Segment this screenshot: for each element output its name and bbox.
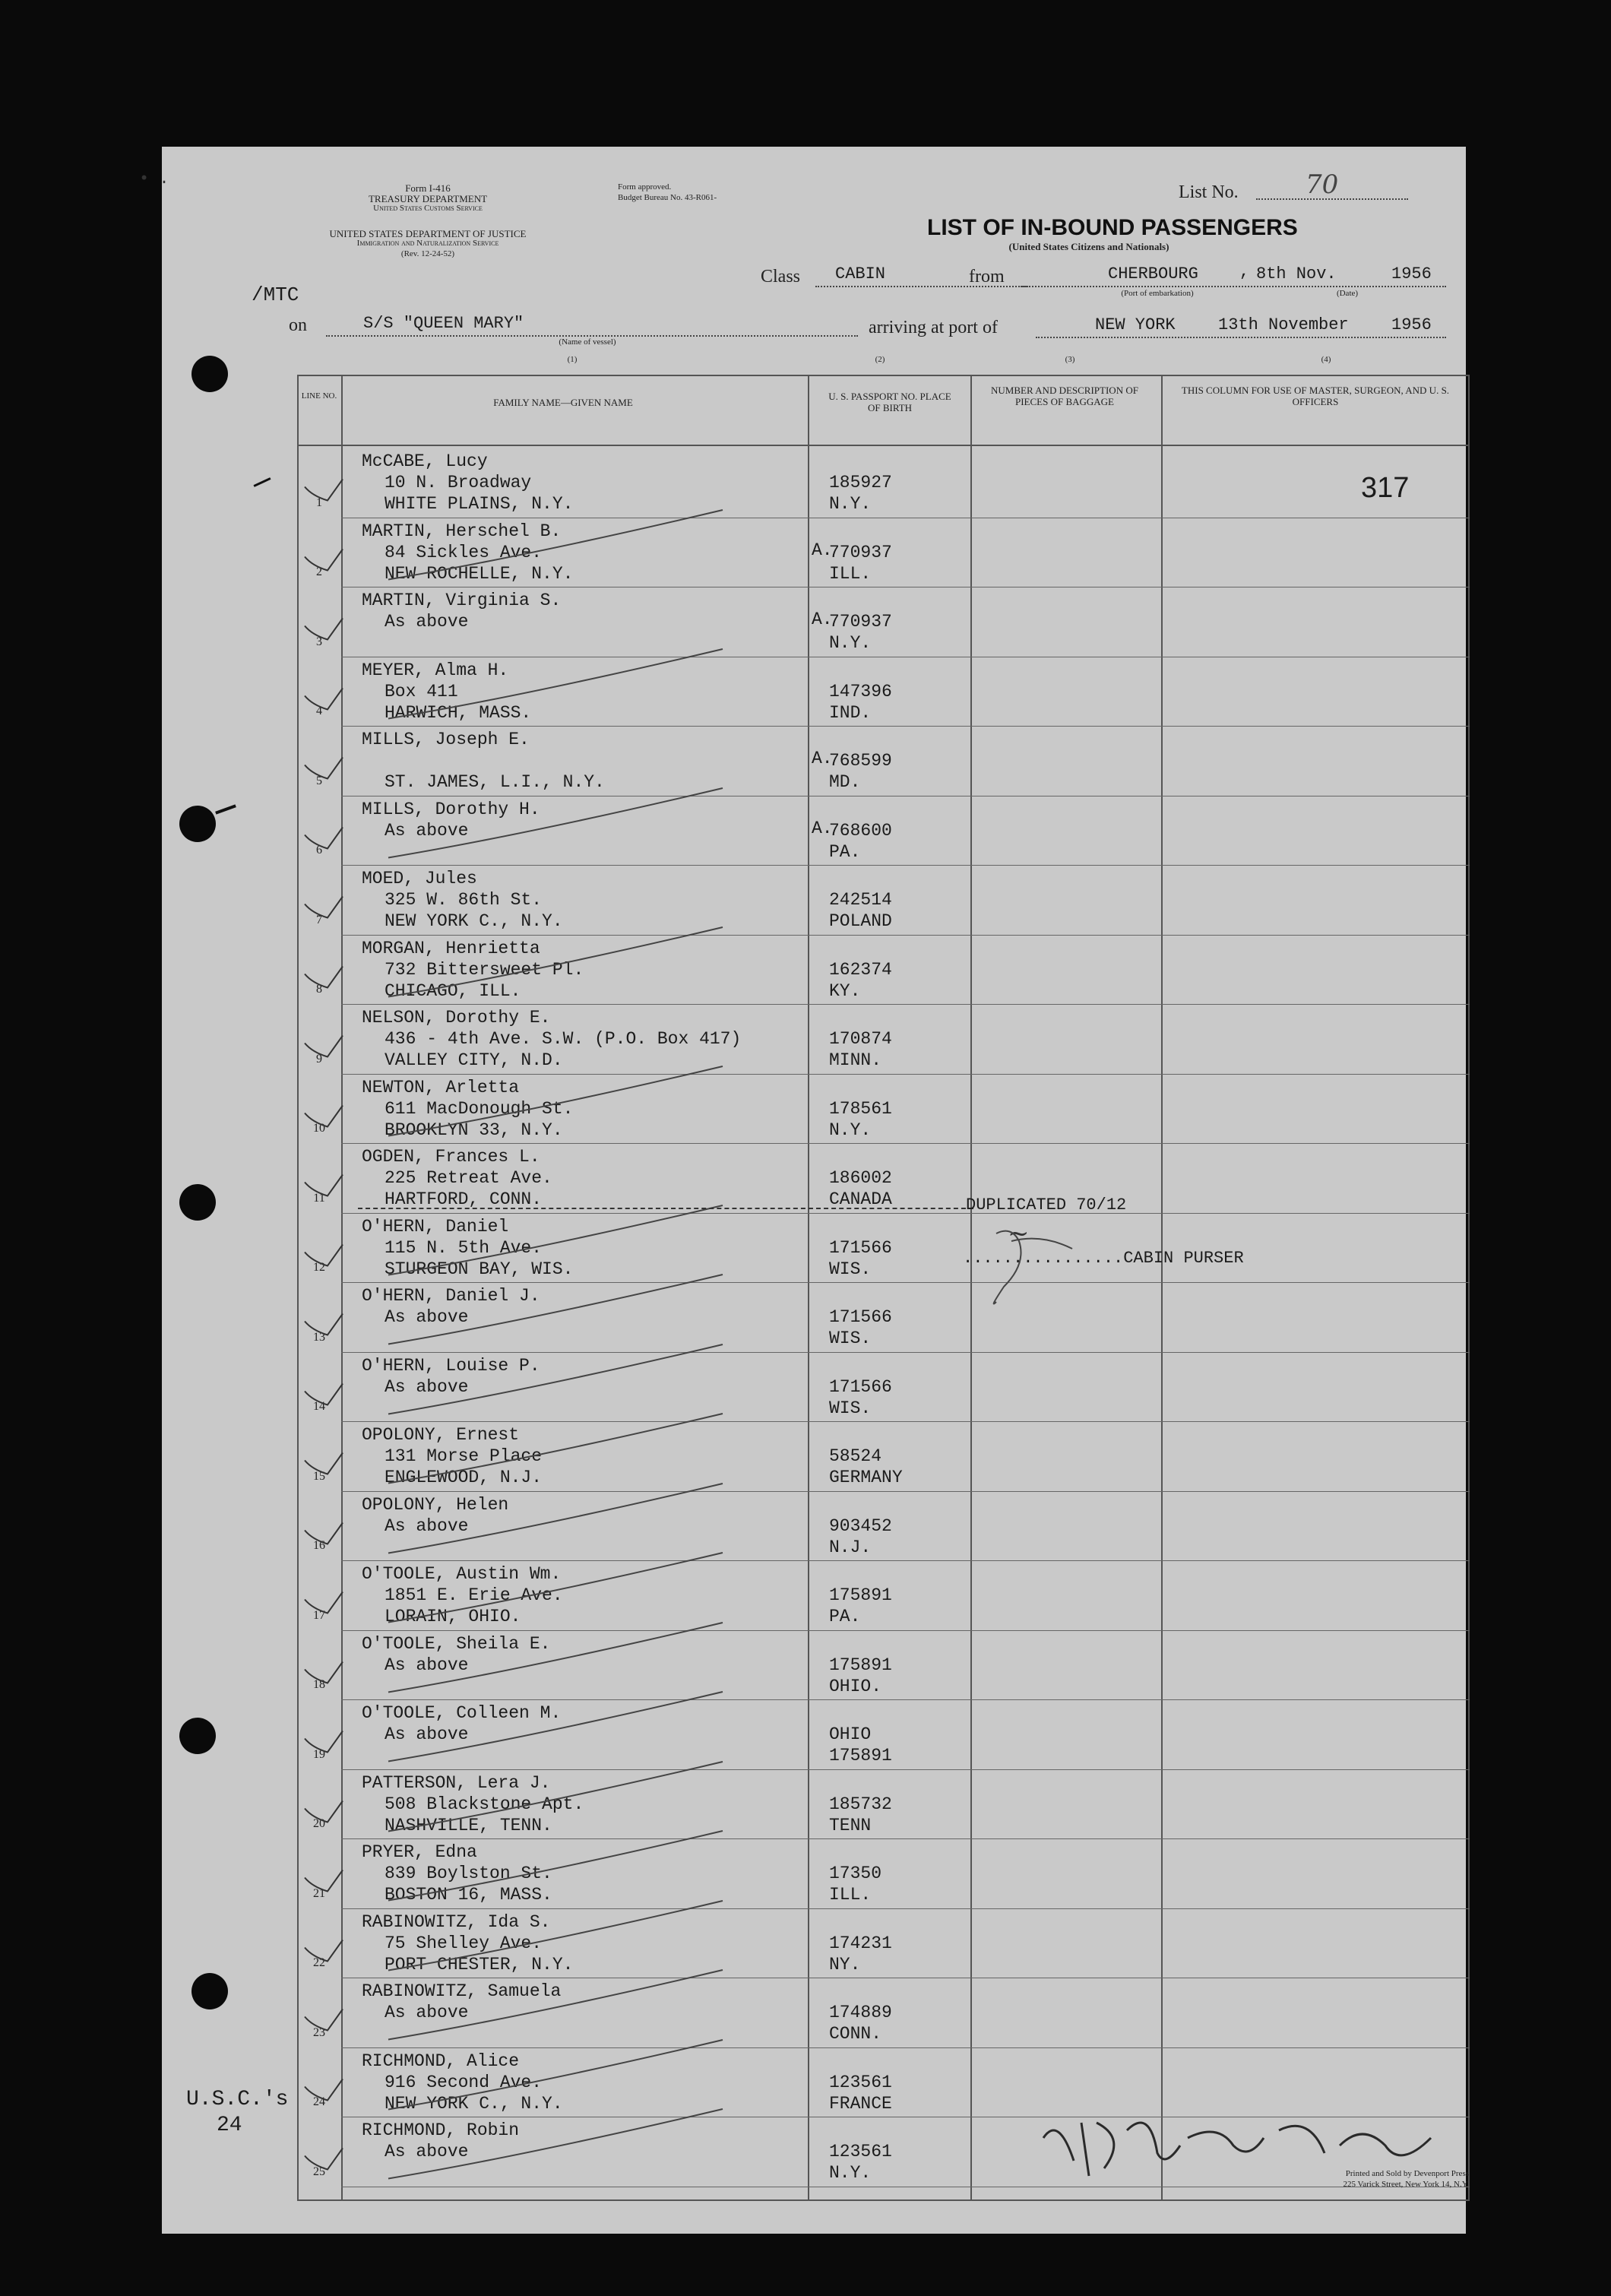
- line-number: 17: [313, 1608, 325, 1622]
- passenger-name: OPOLONY, Helen: [362, 1494, 509, 1515]
- duplicated-note: DUPLICATED 70/12: [966, 1196, 1127, 1215]
- passenger-name: PATTERSON, Lera J.: [362, 1772, 551, 1793]
- passenger-address-2: CHICAGO, ILL.: [385, 980, 521, 1001]
- passport-prefix: A.: [812, 749, 833, 768]
- mtc-mark: /MTC: [252, 283, 299, 306]
- vessel-line: [326, 335, 858, 337]
- date-caption: (Date): [1336, 289, 1359, 298]
- passenger-address-1: 10 N. Broadway: [385, 473, 532, 492]
- purser-signature-strokes: [966, 1211, 1118, 1317]
- passenger-address-2: BOSTON 16, MASS.: [385, 1885, 552, 1905]
- place-of-birth: N.Y.: [829, 2163, 872, 2183]
- passenger-address-1: 84 Sickles Ave.: [385, 542, 543, 562]
- passport-number: 185927: [829, 473, 892, 492]
- passenger-name: MORGAN, Henrietta: [362, 938, 540, 958]
- place-of-birth: WIS.: [829, 1259, 872, 1279]
- passport-number: 171566: [829, 1237, 892, 1258]
- passenger-address-2: ENGLEWOOD, N.J.: [385, 1468, 543, 1487]
- passenger-address-2: ST. JAMES, L.I., N.Y.: [385, 772, 605, 792]
- passport-number: 147396: [829, 681, 892, 701]
- place-of-birth: KY.: [829, 980, 861, 1001]
- passport-number: 17350: [829, 1864, 882, 1883]
- place-of-birth: MD.: [829, 772, 861, 792]
- line-number: 20: [313, 1817, 325, 1830]
- line-number: 8: [316, 983, 322, 996]
- passenger-name: OPOLONY, Ernest: [362, 1425, 520, 1445]
- line-number: 11: [313, 1191, 325, 1205]
- passenger-address-1: As above: [385, 820, 469, 841]
- passport-number: 174889: [829, 2003, 892, 2022]
- place-of-birth: ILL.: [829, 1885, 872, 1905]
- passenger-name: MARTIN, Virginia S.: [362, 591, 562, 610]
- line-number: 3: [316, 635, 322, 648]
- passenger-address-2: HARTFORD, CONN.: [385, 1189, 543, 1209]
- class-label: Class: [761, 267, 801, 287]
- passenger-address-1: 75 Shelley Ave.: [385, 1933, 543, 1953]
- passenger-address-1: 436 - 4th Ave. S.W. (P.O. Box 417): [385, 1029, 742, 1049]
- passenger-address-1: Box 411: [385, 681, 458, 701]
- passenger-address-1: As above: [385, 1724, 469, 1744]
- passport-number: 903452: [829, 1515, 892, 1536]
- arrival-line: [1036, 337, 1446, 338]
- passenger-address-2: NASHVILLE, TENN.: [385, 1815, 552, 1835]
- passport-number: 175891: [829, 1585, 892, 1605]
- immigration-service: Immigration and Naturalization Service: [356, 239, 499, 248]
- header-passport: U. S. PASSPORT NO. PLACE OF BIRTH: [828, 391, 951, 413]
- place-of-birth: CANADA: [829, 1189, 892, 1209]
- place-of-birth: 175891: [829, 1746, 892, 1766]
- header-baggage: NUMBER AND DESCRIPTION OF PIECES OF BAGGAGE: [991, 385, 1138, 407]
- header-officers: THIS COLUMN FOR USE OF MASTER, SURGEON, AND U. S. OFFICERS: [1181, 385, 1450, 407]
- place-of-birth: CONN.: [829, 2024, 882, 2044]
- passenger-address-1: As above: [385, 1376, 469, 1397]
- place-of-birth: ILL.: [829, 563, 872, 584]
- port-of-embarkation-caption: (Port of embarkation): [1121, 289, 1194, 298]
- place-of-birth: PA.: [829, 841, 861, 862]
- passenger-address-2: NEW ROCHELLE, N.Y.: [385, 563, 574, 584]
- passenger-address-1: 916 Second Ave.: [385, 2072, 543, 2092]
- line-number: 1: [316, 496, 322, 509]
- passport-number: 170874: [829, 1029, 892, 1049]
- line-number: 23: [313, 2025, 325, 2039]
- line-number: 15: [313, 1469, 325, 1483]
- passenger-address-1: 115 N. 5th Ave.: [385, 1237, 543, 1258]
- margin-tick-1: [253, 477, 271, 487]
- passenger-address-1: As above: [385, 2003, 469, 2022]
- passport-prefix: A.: [812, 818, 833, 838]
- passenger-address-2: VALLEY CITY, N.D.: [385, 1050, 563, 1070]
- passport-number: 162374: [829, 959, 892, 980]
- from-label: from: [969, 267, 1005, 287]
- passenger-table: [297, 375, 1470, 2201]
- passport-number: 770937: [829, 612, 892, 632]
- passenger-address-1: As above: [385, 1515, 469, 1536]
- passenger-name: O'TOOLE, Sheila E.: [362, 1633, 551, 1654]
- passenger-name: O'TOOLE, Austin Wm.: [362, 1564, 562, 1584]
- passenger-address-1: 611 MacDonough St.: [385, 1098, 574, 1119]
- arrival-date: 13th November: [1218, 315, 1349, 334]
- passenger-address-1: 131 Morse Place: [385, 1446, 543, 1466]
- line-number: 22: [313, 1956, 325, 1969]
- passport-number: 174231: [829, 1933, 892, 1953]
- passenger-address-2: NEW YORK C., N.Y.: [385, 2093, 563, 2114]
- arrival-year: 1956: [1391, 315, 1432, 334]
- line-number: 7: [316, 913, 322, 926]
- place-of-birth: WIS.: [829, 1398, 872, 1418]
- passport-number: 768599: [829, 751, 892, 771]
- place-of-birth: FRANCE: [829, 2093, 892, 2114]
- treasury-dept: TREASURY DEPARTMENT: [368, 193, 488, 204]
- line-number: 9: [316, 1052, 322, 1066]
- place-of-birth: PA.: [829, 1607, 861, 1626]
- page-subtitle: (United States Citizens and Nationals): [1008, 241, 1169, 252]
- header-name: FAMILY NAME—GIVEN NAME: [493, 397, 633, 408]
- punch-hole: [179, 806, 216, 842]
- passenger-name: O'HERN, Louise P.: [362, 1355, 540, 1376]
- passenger-name: RICHMOND, Alice: [362, 2051, 520, 2071]
- passenger-name: PRYER, Edna: [362, 1842, 477, 1862]
- line-number: 14: [313, 1400, 325, 1413]
- punch-hole: [179, 1718, 216, 1754]
- passenger-address-1: 508 Blackstone Apt.: [385, 1794, 584, 1814]
- passport-number: OHIO: [829, 1724, 872, 1744]
- passport-number: 123561: [829, 2072, 892, 2092]
- place-of-birth: N.Y.: [829, 494, 872, 514]
- col-num-1: (1): [567, 355, 578, 364]
- passport-number: 770937: [829, 542, 892, 562]
- place-of-birth: N.Y.: [829, 1119, 872, 1140]
- justice-dept: UNITED STATES DEPARTMENT OF JUSTICE: [329, 228, 527, 239]
- list-number-value: 70: [1306, 169, 1339, 200]
- passport-number: 242514: [829, 890, 892, 910]
- passenger-address-2: LORAIN, OHIO.: [385, 1607, 521, 1626]
- passenger-name: OGDEN, Frances L.: [362, 1147, 540, 1167]
- passenger-name: MILLS, Dorothy H.: [362, 799, 540, 819]
- line-number: 2: [316, 565, 322, 578]
- line-number: 6: [316, 844, 322, 857]
- passport-number: 178561: [829, 1098, 892, 1119]
- punch-hole: [191, 356, 228, 392]
- passenger-address-1: 325 W. 86th St.: [385, 890, 543, 910]
- from-comma: ,: [1239, 262, 1250, 281]
- from-date: 8th Nov.: [1256, 264, 1337, 283]
- from-year: 1956: [1391, 264, 1432, 283]
- passport-number: 186002: [829, 1168, 892, 1188]
- form-approved: Form approved.: [618, 182, 672, 192]
- list-number-label: List No.: [1179, 182, 1239, 202]
- passenger-name: MEYER, Alma H.: [362, 660, 509, 680]
- place-of-birth: WIS.: [829, 1329, 872, 1348]
- line-number: 18: [313, 1678, 325, 1691]
- line-number: 10: [313, 1122, 325, 1135]
- passenger-address-2: STURGEON BAY, WIS.: [385, 1259, 574, 1279]
- col-num-4: (4): [1321, 355, 1331, 364]
- passenger-name: RICHMOND, Robin: [362, 2120, 520, 2140]
- from-line: [1021, 286, 1446, 287]
- passenger-name: McCABE, Lucy: [362, 451, 488, 471]
- place-of-birth: TENN: [829, 1815, 872, 1835]
- passport-number: 171566: [829, 1376, 892, 1397]
- passenger-name: NELSON, Dorothy E.: [362, 1008, 551, 1028]
- vessel-caption: (Name of vessel): [559, 337, 616, 347]
- vessel-name: S/S "QUEEN MARY": [363, 314, 524, 333]
- margin-tick-3: • .: [139, 169, 169, 188]
- line-number: 4: [316, 705, 322, 717]
- arrival-port: NEW YORK: [1095, 315, 1176, 334]
- usc-notation: U.S.C.'s: [186, 2088, 289, 2111]
- passenger-name: RABINOWITZ, Ida S.: [362, 1911, 551, 1932]
- passport-number: 175891: [829, 1655, 892, 1675]
- place-of-birth: GERMANY: [829, 1468, 903, 1487]
- passenger-name: MOED, Jules: [362, 869, 477, 888]
- passport-number: 171566: [829, 1307, 892, 1327]
- passport-prefix: A.: [812, 540, 833, 560]
- place-of-birth: OHIO.: [829, 1676, 882, 1696]
- passenger-address-1: As above: [385, 1307, 469, 1327]
- place-of-birth: N.J.: [829, 1537, 872, 1557]
- form-revision: (Rev. 12-24-52): [400, 249, 455, 258]
- from-port: CHERBOURG: [1108, 264, 1198, 283]
- line-number: 16: [313, 1539, 325, 1552]
- line-number: 24: [313, 2095, 325, 2108]
- passenger-address-2: HARWICH, MASS.: [385, 702, 532, 723]
- passenger-address-1: As above: [385, 1655, 469, 1675]
- passenger-address-2: NEW YORK C., N.Y.: [385, 911, 563, 931]
- passenger-address-1: As above: [385, 2142, 469, 2161]
- printer-line-1: Printed and Sold by Devenport Press: [1345, 2169, 1469, 2178]
- passenger-name: O'HERN, Daniel J.: [362, 1286, 540, 1306]
- passport-number: 768600: [829, 820, 892, 841]
- passenger-address-2: WHITE PLAINS, N.Y.: [385, 494, 574, 514]
- passenger-address-1: 1851 E. Erie Ave.: [385, 1585, 563, 1605]
- usc-count: 24: [217, 2114, 242, 2137]
- passenger-address-1: As above: [385, 612, 469, 632]
- place-of-birth: N.Y.: [829, 633, 872, 653]
- place-of-birth: MINN.: [829, 1050, 882, 1070]
- page-title: LIST OF IN-BOUND PASSENGERS: [927, 215, 1298, 240]
- customs-service: United States Customs Service: [373, 204, 483, 213]
- passenger-address-2: BROOKLYN 33, N.Y.: [385, 1119, 563, 1140]
- place-of-birth: POLAND: [829, 911, 892, 931]
- line-number: 21: [313, 1886, 325, 1900]
- passport-number: 123561: [829, 2142, 892, 2161]
- passenger-address-1: 732 Bittersweet Pl.: [385, 959, 584, 980]
- passenger-name: MILLS, Joseph E.: [362, 730, 530, 749]
- col-num-2: (2): [875, 355, 885, 364]
- passenger-address-2: PORT CHESTER, N.Y.: [385, 1954, 574, 1975]
- duplicate-strike-line: [358, 1208, 973, 1209]
- printer-line-2: 225 Varick Street, New York 14, N.Y.: [1343, 2180, 1469, 2189]
- place-of-birth: IND.: [829, 702, 872, 723]
- officer-number: 317: [1361, 472, 1410, 504]
- passenger-name: O'TOOLE, Colleen M.: [362, 1703, 562, 1723]
- passport-number: 58524: [829, 1446, 882, 1466]
- place-of-birth: NY.: [829, 1954, 861, 1975]
- punch-hole: [191, 1973, 228, 2009]
- budget-bureau: Budget Bureau No. 43-R061-: [618, 193, 717, 202]
- purser-note: ................CABIN PURSER: [963, 1249, 1244, 1268]
- passenger-name: MARTIN, Herschel B.: [362, 521, 562, 541]
- on-label: on: [289, 315, 307, 335]
- line-number: 12: [313, 1261, 325, 1274]
- col-num-3: (3): [1065, 355, 1075, 364]
- punch-hole: [179, 1184, 216, 1221]
- line-number: 5: [316, 774, 322, 787]
- line-number: 25: [313, 2165, 325, 2178]
- passport-number: 185732: [829, 1794, 892, 1814]
- inspection-check-mark: [297, 2101, 829, 2202]
- margin-tick-2: [215, 804, 236, 814]
- passenger-name: NEWTON, Arletta: [362, 1077, 520, 1097]
- line-number: 13: [313, 1330, 325, 1344]
- passenger-manifest-page: [139, 147, 1469, 2234]
- passport-prefix: A.: [812, 610, 833, 629]
- form-number: Form I-416: [405, 182, 451, 194]
- passenger-name: RABINOWITZ, Samuela: [362, 1981, 562, 2001]
- line-number: 19: [313, 1747, 325, 1761]
- purser-signature: ~: [1008, 1218, 1030, 1249]
- passenger-name: O'HERN, Daniel: [362, 1216, 509, 1237]
- passenger-address-1: 839 Boylston St.: [385, 1864, 552, 1883]
- header-line-no: LINE NO.: [301, 391, 337, 401]
- arriving-label: arriving at port of: [869, 318, 998, 337]
- class-value: CABIN: [835, 264, 886, 283]
- passenger-address-1: 225 Retreat Ave.: [385, 1168, 552, 1188]
